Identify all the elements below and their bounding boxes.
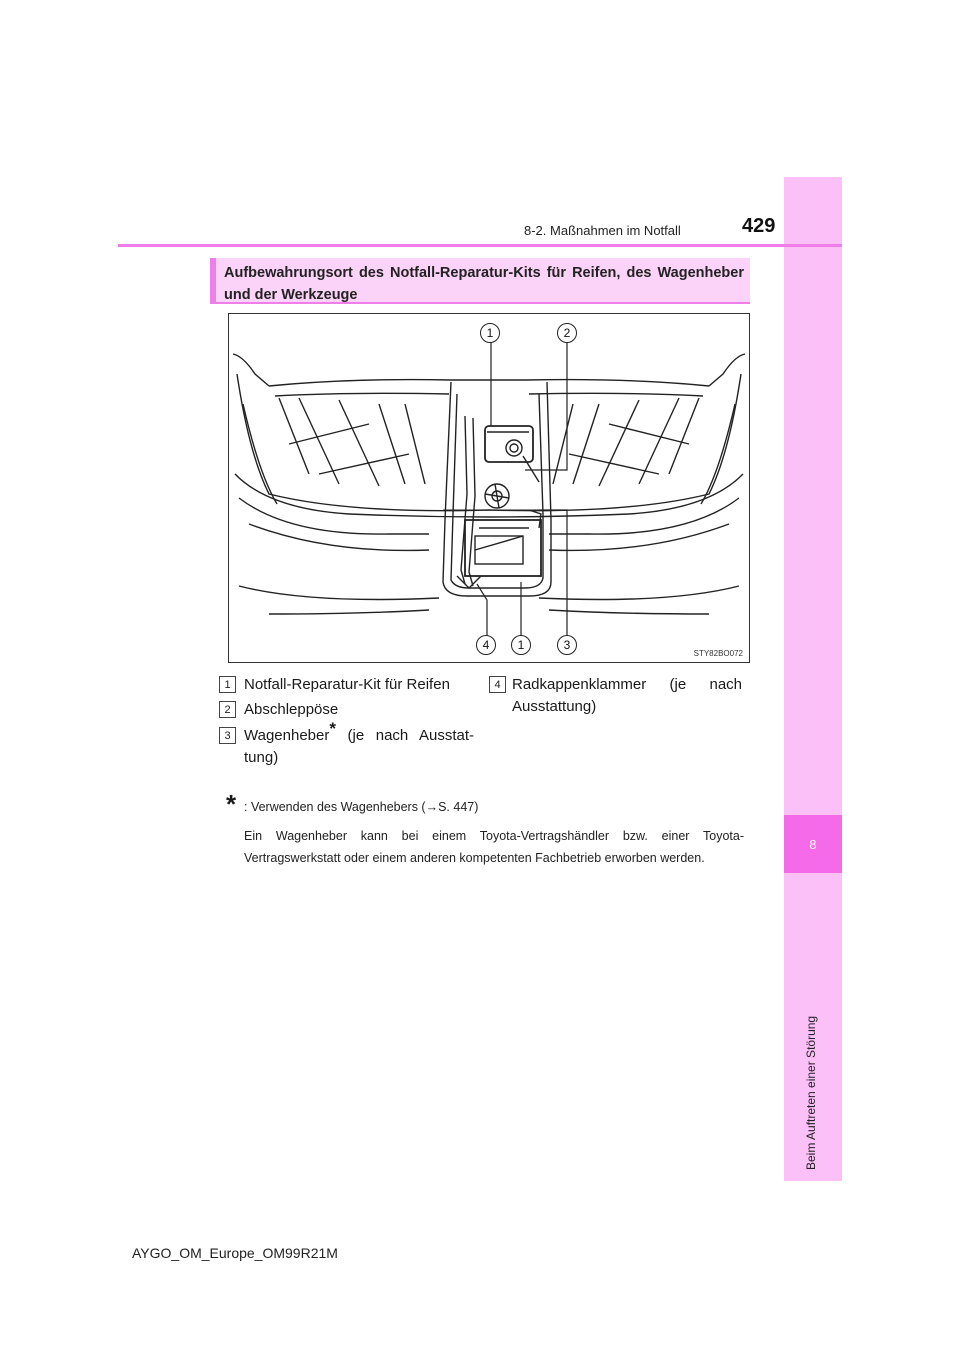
- section-heading: Aufbewahrungsort des Notfall-Reparatur-Kits für Reifen, des Wagenheber und der Werkzeuge: [224, 265, 744, 303]
- document-code: AYGO_OM_Europe_OM99R21M: [132, 1245, 338, 1261]
- page-number: 429: [742, 215, 776, 237]
- figure-code: STY82BO072: [693, 649, 743, 658]
- footnote-note: Ein Wagenheber kann bei einem Toyota-Vertragshändler bzw. einer Toyota-Vertragswerkstatt oder einem anderen kompetenten Fachbetrieb erworben werden.: [244, 829, 744, 865]
- legend-number-1: 1: [219, 676, 236, 693]
- callout-1-top: 1: [480, 323, 500, 343]
- callout-4-bottom: 4: [476, 635, 496, 655]
- legend-number-2: 2: [219, 701, 236, 718]
- header-section-title: 8-2. Maßnahmen im Notfall: [524, 223, 681, 238]
- legend-number-3: 3: [219, 727, 236, 744]
- chapter-title: Beim Auftreten einer Störung: [804, 1015, 818, 1170]
- trunk-drawing: [229, 314, 749, 662]
- legend-text-3: [244, 719, 474, 769]
- callout-2-top: 2: [557, 323, 577, 343]
- legend-text-3-main: Wagenheber: [244, 727, 330, 744]
- footnote-star-icon: *: [329, 719, 336, 738]
- trunk-illustration: [228, 313, 750, 663]
- legend-number-4: 4: [489, 676, 506, 693]
- footnote-mark: *: [226, 789, 237, 819]
- legend-text-4: Radkappenklammer (je nach Ausstattung): [512, 676, 742, 715]
- header-rule: [118, 244, 842, 247]
- legend-text-1: Notfall-Reparatur-Kit für Reifen: [244, 676, 450, 693]
- chapter-number: 8: [784, 815, 842, 873]
- callout-1-bottom: 1: [511, 635, 531, 655]
- legend-text-3-rest: (je nach Ausstat-tung): [244, 727, 474, 766]
- footnote-text: : Verwenden des Wagenhebers (→S. 447): [244, 800, 479, 814]
- legend-text-2: Abschleppöse: [244, 701, 339, 718]
- callout-3-bottom: 3: [557, 635, 577, 655]
